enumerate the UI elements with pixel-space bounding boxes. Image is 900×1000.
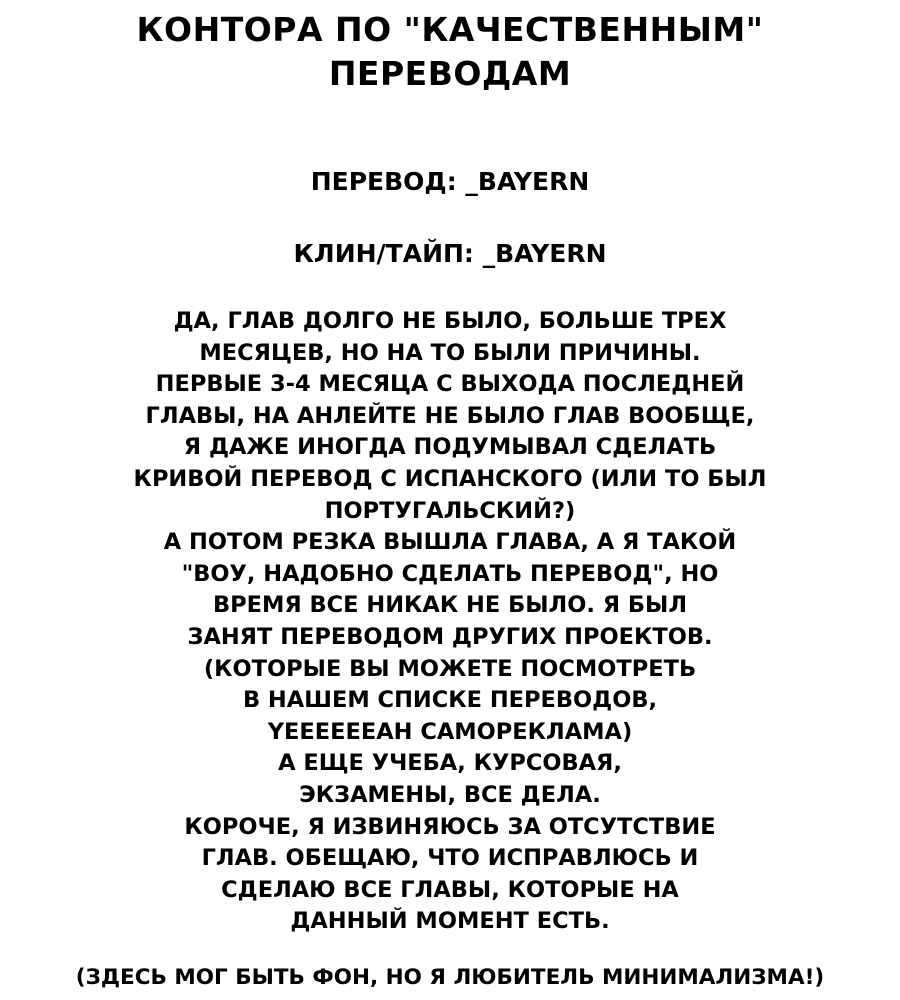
- note-line: СДЕЛАЮ ВСЕ ГЛАВЫ, КОТОРЫЕ НА: [221, 876, 679, 903]
- note-line: ПОРТУГАЛЬСКИЙ?): [324, 497, 576, 524]
- note-line: Я ДАЖЕ ИНОГДА ПОДУМЫВАЛ СДЕЛАТЬ: [183, 434, 717, 461]
- note-line: В НАШЕМ СПИСКЕ ПЕРЕВОДОВ,: [242, 687, 658, 714]
- clean-type-credit: КЛИН/ТАЙП: _BAYERN: [293, 239, 607, 268]
- note-line: ГЛАВ. ОБЕЩАЮ, ЧТО ИСПРАВЛЮСЬ И: [201, 845, 699, 872]
- note-line: МЕСЯЦЕВ, НО НА ТО БЫЛИ ПРИЧИНЫ.: [199, 339, 701, 366]
- page-title: [0, 8, 900, 96]
- note-line: ГЛАВЫ, НА АНЛЕЙТЕ НЕ БЫЛО ГЛАВ ВООБЩЕ,: [145, 402, 755, 429]
- note-line: ДА, ГЛАВ ДОЛГО НЕ БЫЛО, БОЛЬШЕ ТРЕХ: [173, 308, 727, 334]
- note-line: ЭКЗАМЕНЫ, ВСЕ ДЕЛА.: [299, 781, 601, 808]
- translator-note: [0, 306, 900, 938]
- note-line: ВРЕМЯ ВСЕ НИКАК НЕ БЫЛО. Я БЫЛ: [212, 592, 688, 619]
- translation-credit: ПЕРЕВОД: _BAYERN: [310, 167, 590, 196]
- note-line: ЗАНЯТ ПЕРЕВОДОМ ДРУГИХ ПРОЕКТОВ.: [187, 623, 713, 650]
- note-line: (КОТОРЫЕ ВЫ МОЖЕТЕ ПОСМОТРЕТЬ: [203, 655, 697, 682]
- footer-note: (ЗДЕСЬ МОГ БЫТЬ ФОН, НО Я ЛЮБИТЕЛЬ МИНИМАЛИЗМА!): [75, 965, 825, 990]
- title-line: ПЕРЕВОДАМ: [328, 54, 572, 93]
- note-line: ДАННЫЙ МОМЕНТ ЕСТЬ.: [290, 908, 610, 935]
- note-line: ПЕРВЫЕ 3-4 МЕСЯЦА С ВЫХОДА ПОСЛЕДНЕЙ: [155, 371, 745, 398]
- title-line: КОНТОРА ПО "КАЧЕСТВЕННЫМ": [136, 10, 764, 49]
- note-line: КОРОЧЕ, Я ИЗВИНЯЮСЬ ЗА ОТСУТСТВИЕ: [184, 813, 716, 840]
- note-line: А ЕЩЕ УЧЕБА, КУРСОВАЯ,: [278, 750, 622, 777]
- note-line: А ПОТОМ РЕЗКА ВЫШЛА ГЛАВА, А Я ТАКОЙ: [163, 529, 737, 556]
- note-line: "ВОУ, НАДОБНО СДЕЛАТЬ ПЕРЕВОД", НО: [181, 560, 719, 587]
- note-line: YEEEEEEAH САМОРЕКЛАМА): [267, 718, 633, 745]
- note-line: КРИВОЙ ПЕРЕВОД С ИСПАНСКОГО (ИЛИ ТО БЫЛ: [133, 465, 767, 492]
